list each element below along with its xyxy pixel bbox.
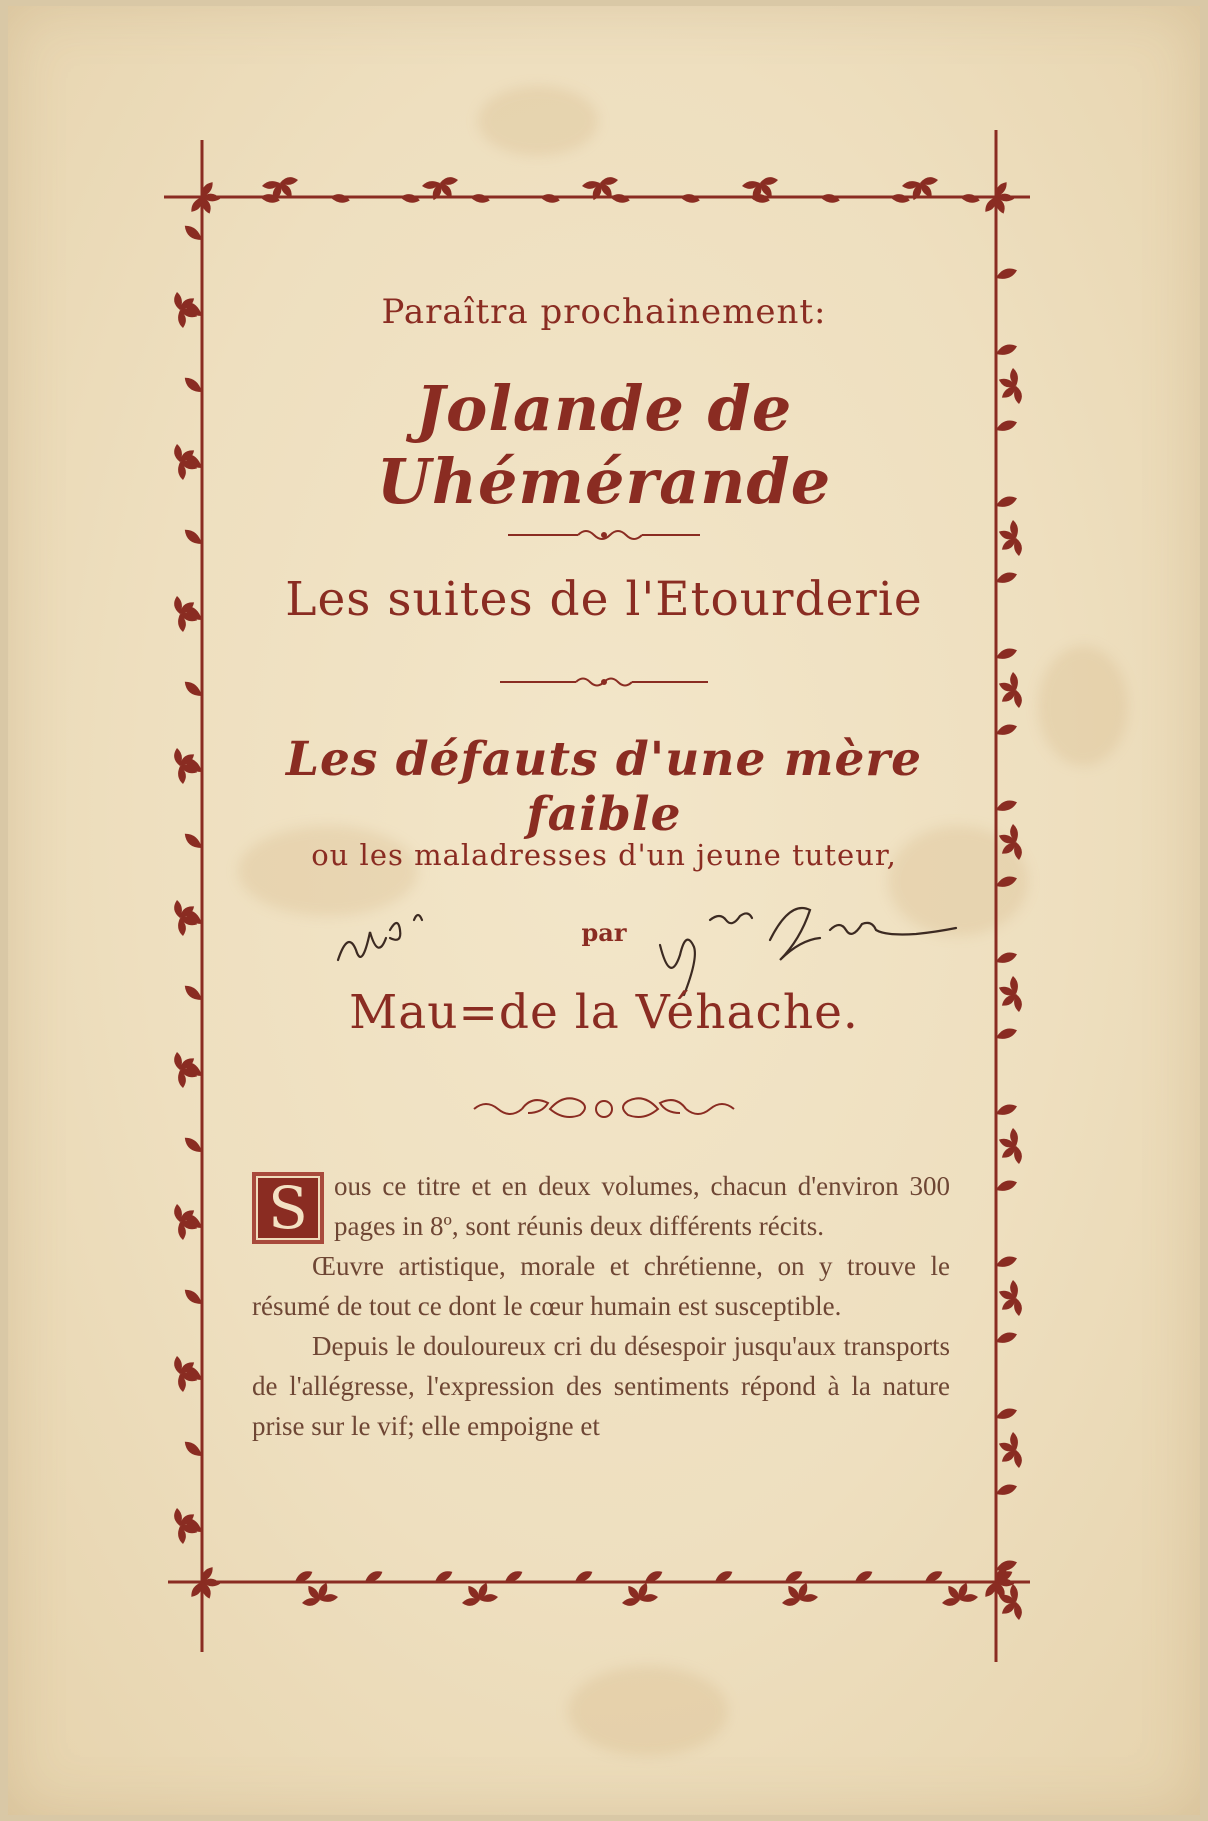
leaf-ornament [995, 495, 1018, 508]
sprig-ornament [997, 1280, 1021, 1316]
leaf-ornament [995, 1331, 1018, 1344]
leaf-ornament [469, 191, 491, 206]
sprig-ornament [185, 180, 228, 223]
sprig-ornament [462, 1581, 498, 1605]
author-name: Mau=de la Véhache. [349, 985, 859, 1040]
leaf-ornament [995, 1255, 1018, 1268]
divider-ornament [508, 525, 700, 545]
leaf-ornament [995, 723, 1018, 736]
drop-cap-initial: S [252, 1172, 324, 1244]
sprig-ornament [997, 1432, 1021, 1468]
divider-ornament [500, 672, 708, 692]
paragraph-3: Depuis le douloureux cri du désespoir jusqu'aux transports de l'allégresse, l'expression des sentiments répond à la nature prise sur le vif; elle empoigne et [252, 1331, 950, 1441]
leaf-ornament [539, 191, 561, 206]
by-word: par [581, 918, 627, 947]
leaf-ornament [399, 191, 421, 206]
flourish-ornament [470, 1088, 738, 1130]
subtitle: ou les maladresses d'un jeune tuteur, [311, 838, 897, 872]
leaf-ornament [995, 1179, 1018, 1192]
sprig-ornament [997, 672, 1021, 708]
sprig-ornament [997, 976, 1021, 1012]
sprig-ornament [942, 1581, 978, 1605]
leaf-ornament [995, 1483, 1018, 1496]
leaf-ornament [995, 267, 1018, 280]
leaf-ornament [609, 191, 631, 206]
leaf-ornament [679, 191, 701, 206]
leaf-ornament [995, 571, 1018, 584]
leaf-ornament [995, 1027, 1018, 1040]
paragraph-1-text: ous ce titre et en deux volumes, chacun d'environ 300 pages in 8º, sont réunis deux différents récits. [334, 1171, 950, 1241]
leaf-ornament [995, 875, 1018, 888]
paragraph-2: Œuvre artistique, morale et chrétienne, on y trouve le résumé de tout ce dont le cœur humain est susceptible. [252, 1251, 950, 1321]
sprig-ornament [782, 1581, 818, 1605]
leaf-ornament [995, 647, 1018, 660]
sprig-ornament [997, 1128, 1021, 1164]
sprig-ornament [997, 520, 1021, 556]
paragraph-1 [252, 1166, 950, 1246]
sprig-ornament [997, 368, 1021, 404]
leaf-ornament [889, 191, 911, 206]
sprig-ornament [622, 1581, 658, 1605]
main-title: Jolande de Uhémérande [376, 372, 832, 518]
leaf-ornament [995, 1103, 1018, 1116]
sprig-ornament [979, 180, 1022, 223]
leaf-ornament [959, 191, 981, 206]
leaf-ornament [995, 799, 1018, 812]
leaf-ornament [995, 419, 1018, 432]
leaf-ornament [995, 343, 1018, 356]
second-title: Les suites de l'Etourderie [285, 572, 923, 627]
leaf-ornament [329, 191, 351, 206]
leaf-ornament [995, 1407, 1018, 1420]
sprig-ornament [302, 1581, 338, 1605]
third-title: Les défauts d'une mère faible [285, 732, 923, 842]
coming-soon-heading: Paraîtra prochainement: [381, 292, 827, 332]
leaf-ornament [819, 191, 841, 206]
sprig-ornament [185, 1565, 228, 1608]
leaf-ornament [995, 951, 1018, 964]
sprig-ornament [997, 824, 1021, 860]
body-text [252, 1166, 950, 1446]
